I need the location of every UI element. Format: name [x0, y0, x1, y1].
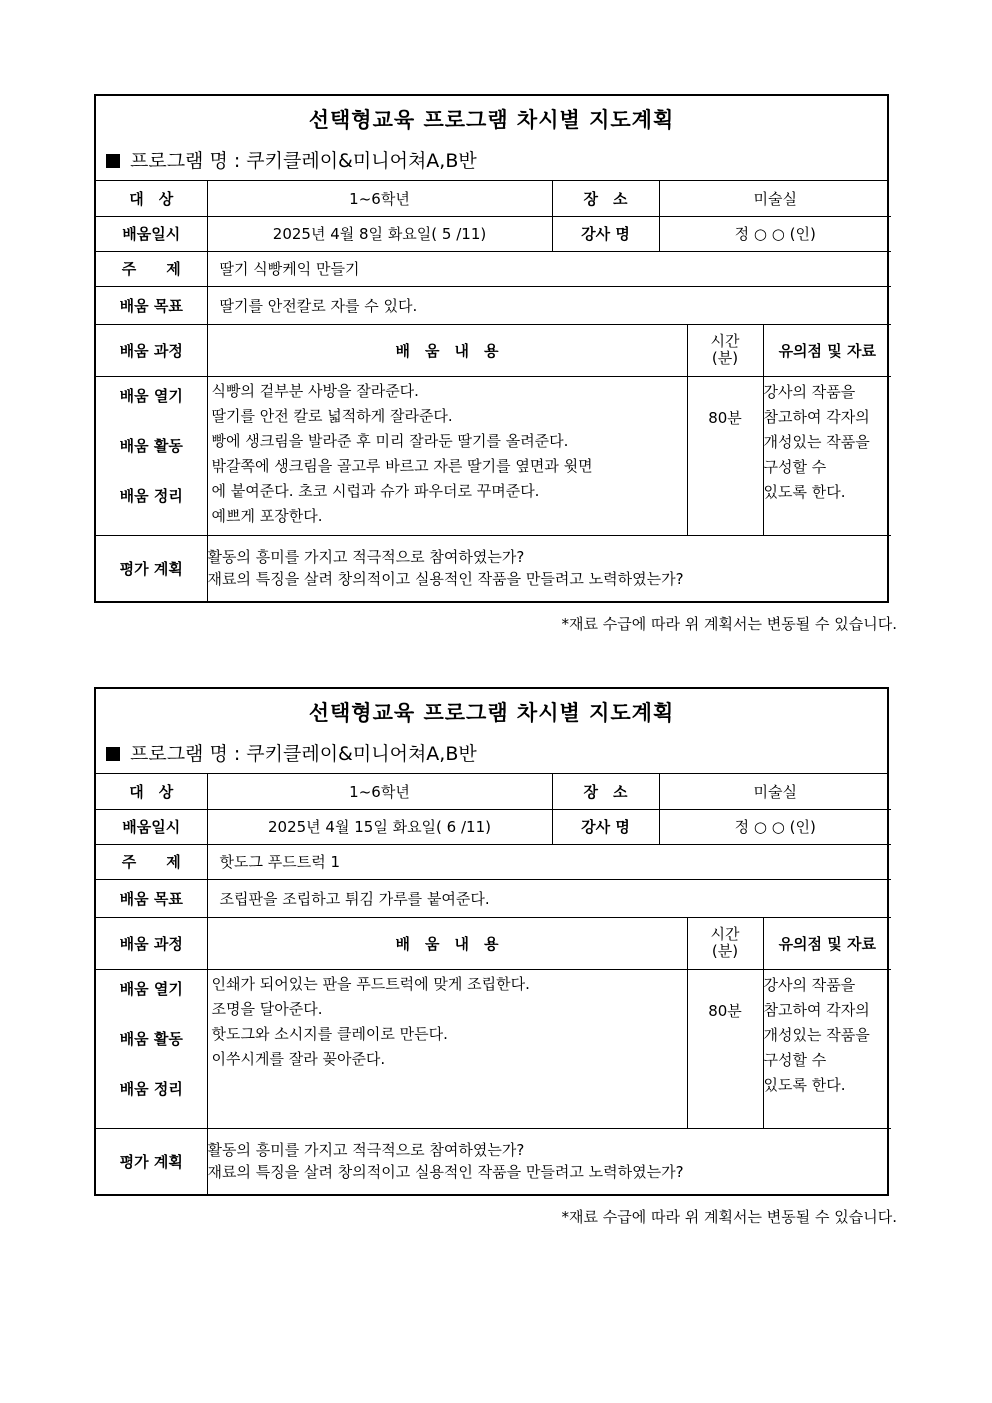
- footnote: *재료 수급에 따라 위 계획서는 변동될 수 있습니다.: [561, 615, 897, 633]
- steps-item: 배움 활동: [119, 436, 183, 455]
- notes-lines-item: 참고하여 각자의: [763, 1000, 870, 1019]
- steps-item: 배움 열기: [119, 979, 183, 998]
- program-name: 프로그램 명 : 쿠키클레이&미니어쳐A,B반: [130, 150, 477, 172]
- instructor-value: 정 ○ ○ (인): [659, 809, 891, 844]
- time-header: 시간 (분): [687, 917, 763, 969]
- evaluation-items: [207, 535, 891, 601]
- plan-box: [94, 94, 889, 603]
- process-steps: [96, 969, 207, 1128]
- place-label: 장 소: [552, 774, 659, 809]
- date-value: 2025년 4월 15일 화요일( 6 /11): [207, 809, 552, 844]
- content-lines-item: 이쑤시게를 잘라 꽂아준다.: [211, 1049, 386, 1068]
- content-lines-item: 식빵의 겉부분 사방을 잘라준다.: [211, 381, 419, 400]
- notes-lines-item: 구성할 수: [763, 1050, 827, 1069]
- black-square-icon: [106, 747, 120, 761]
- goal-value: 조립판을 조립하고 튀김 가루를 붙여준다.: [207, 879, 891, 917]
- steps-item: 배움 활동: [119, 1029, 183, 1048]
- date-label: 배움일시: [96, 216, 207, 251]
- time-header: 시간 (분): [687, 324, 763, 376]
- notes-lines-item: 있도록 한다.: [763, 1075, 846, 1094]
- plan-header: [96, 96, 887, 181]
- topic-label: 주 제: [96, 844, 207, 879]
- content-lines-item: 밖갈쪽에 생크림을 골고루 바르고 자른 딸기를 옆면과 윗면: [211, 456, 593, 475]
- program-name-line: [106, 739, 477, 766]
- goal-value: 딸기를 안전칼로 자를 수 있다.: [207, 286, 891, 324]
- plan-box: [94, 687, 889, 1196]
- plan-title: 선택형교육 프로그램 차시별 지도계획: [308, 108, 675, 132]
- steps-item: 배움 정리: [119, 1079, 183, 1098]
- plan-title: 선택형교육 프로그램 차시별 지도계획: [308, 701, 675, 725]
- content-header: 배 움 내 용: [207, 917, 687, 969]
- time-value: 80분: [687, 969, 763, 1128]
- goal-label: 배움 목표: [96, 879, 207, 917]
- plan-header: [96, 689, 887, 774]
- date-value: 2025년 4월 8일 화요일( 5 /11): [207, 216, 552, 251]
- content-header: 배 움 내 용: [207, 324, 687, 376]
- notes-lines-item: 개성있는 작품을: [763, 432, 870, 451]
- topic-value: 딸기 식빵케익 만들기: [207, 251, 891, 286]
- time-value: 80분: [687, 376, 763, 535]
- notes-lines-item: 강사의 작품을: [763, 382, 856, 401]
- notes-header: 유의점 및 자료: [763, 324, 891, 376]
- content-lines-item: 빵에 생크림을 발라준 후 미리 잘라둔 딸기를 올려준다.: [211, 431, 569, 450]
- topic-value: 핫도그 푸드트럭 1: [207, 844, 891, 879]
- content-lines-item: 에 붙여준다. 초코 시럽과 슈가 파우더로 꾸며준다.: [211, 481, 540, 500]
- footnote: *재료 수급에 따라 위 계획서는 변동될 수 있습니다.: [561, 1208, 897, 1226]
- content-lines-item: 예쁘게 포장한다.: [211, 506, 323, 525]
- evaluation-lines-item: 활동의 흥미를 가지고 적극적으로 참여하였는가?: [207, 1141, 525, 1160]
- goal-label: 배움 목표: [96, 286, 207, 324]
- place-label: 장 소: [552, 181, 659, 216]
- notes-lines-item: 있도록 한다.: [763, 482, 846, 501]
- program-name-line: [106, 146, 477, 173]
- place-value: 미술실: [659, 774, 891, 809]
- evaluation-lines-item: 재료의 특징을 살려 창의적이고 실용적인 작품을 만들려고 노력하였는가?: [207, 1163, 684, 1182]
- notes-lines-item: 강사의 작품을: [763, 975, 856, 994]
- target-value: 1~6학년: [207, 774, 552, 809]
- program-name: 프로그램 명 : 쿠키클레이&미니어쳐A,B반: [130, 743, 477, 765]
- target-label: 대 상: [96, 181, 207, 216]
- lesson-content: [207, 969, 687, 1128]
- black-square-icon: [106, 154, 120, 168]
- instructor-value: 정 ○ ○ (인): [659, 216, 891, 251]
- steps-item: 배움 열기: [119, 386, 183, 405]
- evaluation-label: 평가 계획: [96, 1128, 207, 1194]
- notes-lines-item: 참고하여 각자의: [763, 407, 870, 426]
- notes-value: [763, 376, 891, 535]
- plan-table: [96, 181, 891, 601]
- instructor-label: 강사 명: [552, 809, 659, 844]
- content-lines-item: 딸기를 안전 칼로 넓적하게 잘라준다.: [211, 406, 453, 425]
- notes-lines-item: 개성있는 작품을: [763, 1025, 870, 1044]
- content-lines-item: 인쇄가 되어있는 판을 푸드트럭에 맞게 조립한다.: [211, 974, 530, 993]
- notes-lines-item: 구성할 수: [763, 457, 827, 476]
- target-value: 1~6학년: [207, 181, 552, 216]
- evaluation-label: 평가 계획: [96, 535, 207, 601]
- plan-table: [96, 774, 891, 1194]
- lesson-plan-2: [94, 687, 897, 1227]
- notes-header: 유의점 및 자료: [763, 917, 891, 969]
- date-label: 배움일시: [96, 809, 207, 844]
- process-label: 배움 과정: [96, 917, 207, 969]
- evaluation-lines-item: 재료의 특징을 살려 창의적이고 실용적인 작품을 만들려고 노력하였는가?: [207, 570, 684, 589]
- content-lines-item: 핫도그와 소시지를 클레이로 만든다.: [211, 1024, 448, 1043]
- target-label: 대 상: [96, 774, 207, 809]
- lesson-content: [207, 376, 687, 535]
- steps-item: 배움 정리: [119, 486, 183, 505]
- content-lines-item: 조명을 달아준다.: [211, 999, 323, 1018]
- process-steps: [96, 376, 207, 535]
- process-label: 배움 과정: [96, 324, 207, 376]
- notes-value: [763, 969, 891, 1128]
- topic-label: 주 제: [96, 251, 207, 286]
- evaluation-lines-item: 활동의 흥미를 가지고 적극적으로 참여하였는가?: [207, 548, 525, 567]
- lesson-plan-1: [94, 94, 897, 634]
- instructor-label: 강사 명: [552, 216, 659, 251]
- place-value: 미술실: [659, 181, 891, 216]
- evaluation-items: [207, 1128, 891, 1194]
